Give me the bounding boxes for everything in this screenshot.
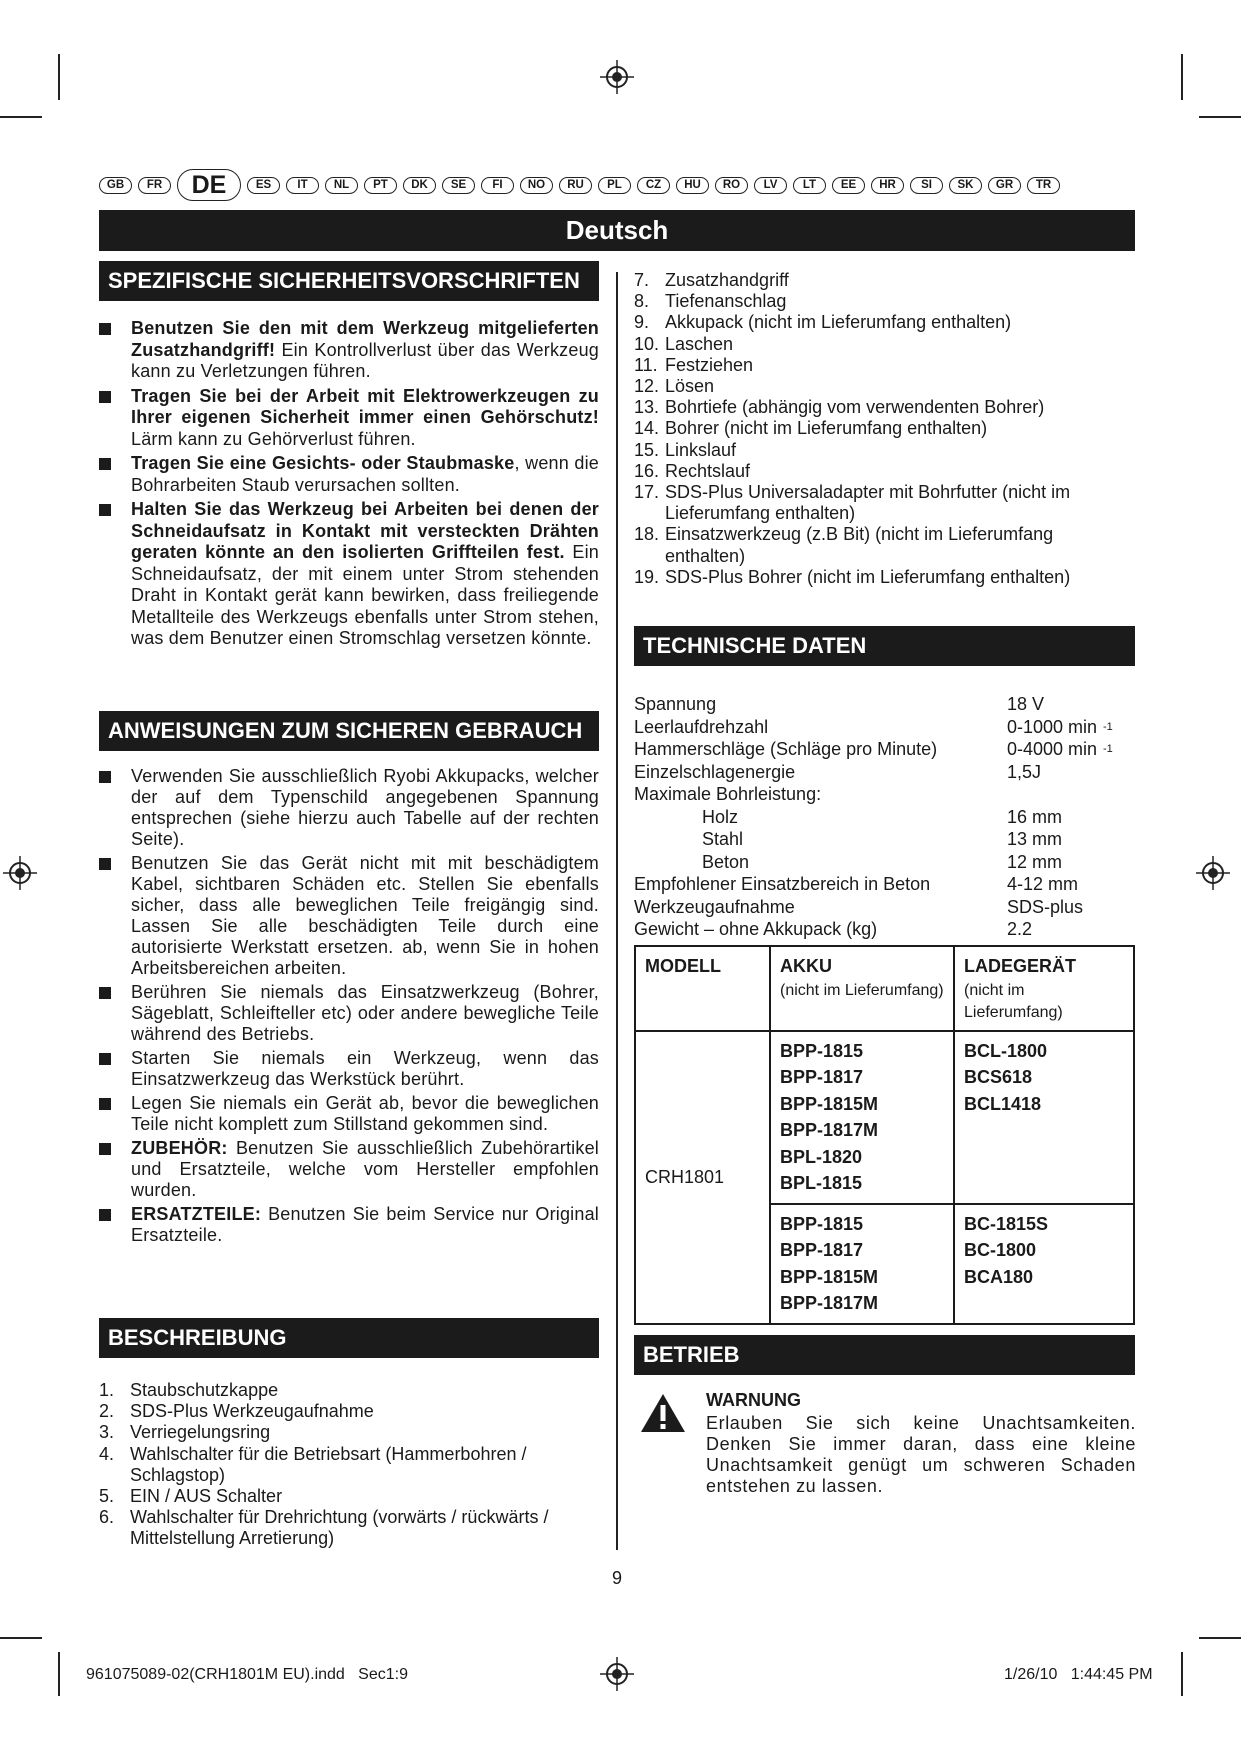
item-text: Bohrtiefe (abhängig vom verwendenten Bohrer) xyxy=(665,397,1045,418)
bullet-item xyxy=(99,766,599,850)
language-badge-si[interactable]: SI xyxy=(910,177,943,194)
item-number: 14. xyxy=(634,418,660,439)
bullet-item xyxy=(99,982,599,1045)
bullet-square-icon xyxy=(99,771,111,783)
description-heading: BESCHREIBUNG xyxy=(99,1318,599,1358)
language-badge-de[interactable]: DE xyxy=(177,169,241,201)
registration-mark-icon xyxy=(1196,856,1230,890)
part-number: BPP-1817 xyxy=(780,1240,864,1260)
description-item xyxy=(634,524,1134,566)
bullet-item xyxy=(99,1048,599,1090)
description-item xyxy=(634,567,1134,588)
col-ladegeraet-note: (nicht im Lieferumfang) xyxy=(964,981,1063,1021)
language-badge-lv[interactable]: LV xyxy=(754,177,787,194)
language-badge-dk[interactable]: DK xyxy=(403,177,436,194)
language-badge-lt[interactable]: LT xyxy=(793,177,826,194)
language-badge-fi[interactable]: FI xyxy=(481,177,514,194)
bullet-bold: Tragen Sie bei der Arbeit mit Elektrowerkzeugen zu Ihrer eigenen Sicherheit immer einen Gehörschutz! xyxy=(131,385,599,427)
description-list xyxy=(99,1380,589,1550)
tech-value: 1,5J xyxy=(1007,761,1042,782)
bullet-square-icon xyxy=(99,1053,111,1065)
betrieb-heading: BETRIEB xyxy=(634,1335,1135,1375)
language-badge-sk[interactable]: SK xyxy=(949,177,982,194)
item-text: Staubschutzkappe xyxy=(130,1380,279,1400)
description-item xyxy=(634,376,1134,397)
bullet-bold: ERSATZTEILE: xyxy=(131,1204,262,1224)
item-text: Laschen xyxy=(665,333,734,354)
description-item xyxy=(634,397,1134,418)
bullet-bold: ZUBEHÖR: xyxy=(131,1138,228,1158)
safety-heading: SPEZIFISCHE SICHERHEITSVORSCHRIFTEN xyxy=(99,261,599,301)
language-badge-gb[interactable]: GB xyxy=(99,177,132,194)
bullet-item xyxy=(99,386,599,451)
item-text: Wahlschalter für Drehrichtung (vorwärts / rückwärts / Mittelstellung Arretierung) xyxy=(130,1507,549,1549)
bullet-text: Legen Sie niemals ein Gerät ab, bevor die beweglichen Teile nicht komplett zum Stillstand gekommen sind. xyxy=(131,1093,599,1134)
language-badge-pt[interactable]: PT xyxy=(364,177,397,194)
item-number: 19. xyxy=(634,566,660,587)
description-item xyxy=(99,1507,589,1549)
akku-group-2 xyxy=(770,1204,954,1324)
tech-label: Stahl xyxy=(702,829,744,849)
item-number: 1. xyxy=(99,1380,115,1400)
tech-label: Einzelschlagenergie xyxy=(634,761,796,782)
bullet-square-icon xyxy=(99,323,111,335)
footer-file: 961075089-02(CRH1801M EU).indd Sec1:9 xyxy=(86,1666,408,1683)
bullet-text: , wenn die Bohrarbeiten Staub verursachen sollten. xyxy=(131,453,599,495)
ladegeraet-group-1 xyxy=(954,1031,1134,1204)
tech-label: Werkzeugaufnahme xyxy=(634,896,795,917)
item-text: Rechtslauf xyxy=(665,460,751,481)
part-number: BPP-1817 xyxy=(780,1067,864,1087)
description-item xyxy=(634,440,1134,461)
language-badge-tr[interactable]: TR xyxy=(1027,177,1060,194)
tech-value: 16 mm xyxy=(1007,806,1063,827)
language-badge-hr[interactable]: HR xyxy=(871,177,904,194)
safety-list xyxy=(99,318,599,653)
item-text: Einsatzwerkzeug (z.B Bit) (nicht im Lieferumfang enthalten) xyxy=(665,524,1054,566)
ladegeraet-group-2 xyxy=(954,1204,1134,1324)
warning-icon xyxy=(639,1392,687,1434)
tech-label: Hammerschläge (Schläge pro Minute) xyxy=(634,739,938,759)
model-name: CRH1801 xyxy=(645,1166,725,1187)
item-number: 13. xyxy=(634,397,660,418)
item-number: 15. xyxy=(634,439,660,460)
language-badge-it[interactable]: IT xyxy=(286,177,319,194)
bullet-square-icon xyxy=(99,1098,111,1110)
bullet-text: Starten Sie niemals ein Werkzeug, wenn das Einsatzwerkzeug das Werkstück berührt. xyxy=(131,1048,599,1089)
col-modell: MODELL xyxy=(645,956,721,976)
description-item xyxy=(634,270,1134,291)
bullet-item xyxy=(99,853,599,979)
item-number: 7. xyxy=(634,270,650,290)
bullet-text: Benutzen Sie ausschließlich Zubehörartikel und Ersatzteile, welche vom Hersteller empfohlen wurden. xyxy=(131,1138,599,1200)
item-text: Wahlschalter für die Betriebsart (Hammerbohren / Schlagstop) xyxy=(130,1443,527,1485)
item-number: 12. xyxy=(634,376,660,397)
bullet-item xyxy=(99,318,599,383)
tech-unit-exponent: -1 xyxy=(1103,743,1113,755)
item-text: Bohrer (nicht im Lieferumfang enthalten) xyxy=(665,418,988,439)
bullet-bold: Benutzen Sie den mit dem Werkzeug mitgelieferten Zusatzhandgriff! xyxy=(131,318,599,360)
part-number: BPP-1815 xyxy=(780,1213,864,1234)
registration-mark-icon xyxy=(600,60,634,94)
description-item xyxy=(634,312,1134,333)
part-number: BC-1800 xyxy=(964,1240,1037,1260)
tech-label: Leerlaufdrehzahl xyxy=(634,716,769,737)
tech-label: Beton xyxy=(702,851,750,872)
bullet-square-icon xyxy=(99,987,111,999)
part-number: BCL-1800 xyxy=(964,1040,1048,1061)
item-number: 5. xyxy=(99,1486,115,1507)
bullet-square-icon xyxy=(99,1209,111,1221)
tech-value: 0-4000 min xyxy=(1007,739,1098,759)
language-badge-gr[interactable]: GR xyxy=(988,177,1021,194)
item-text: Verriegelungsring xyxy=(130,1422,271,1443)
language-badge-pl[interactable]: PL xyxy=(598,177,631,194)
tech-unit-exponent: -1 xyxy=(1103,720,1113,733)
bullet-item xyxy=(99,1138,599,1201)
item-number: 17. xyxy=(634,482,660,503)
item-number: 3. xyxy=(99,1422,115,1443)
tech-value: 13 mm xyxy=(1007,829,1063,849)
description-item xyxy=(634,461,1134,482)
item-number: 4. xyxy=(99,1443,115,1464)
registration-mark-icon xyxy=(600,1657,634,1691)
item-text: Linkslauf xyxy=(665,439,737,460)
tech-heading: TECHNISCHE DATEN xyxy=(634,626,1135,666)
description-item xyxy=(99,1444,589,1486)
tech-value: 18 V xyxy=(1007,694,1045,714)
language-badge-ru[interactable]: RU xyxy=(559,177,592,194)
language-selector xyxy=(99,168,1135,202)
description-item xyxy=(634,418,1134,439)
bullet-text: Benutzen Sie das Gerät nicht mit mit beschädigtem Kabel, sichtbaren Schäden etc. Stellen Sie ebenfalls sicher, dass alle beweglichen Teile freigängig sind. Lassen Sie alle beschädigten Teile durch eine autorisierte Werkstatt ersetzen. ab, wenn Sie in hohen Arbeitsbereichen arbeiten. xyxy=(131,853,599,978)
item-text: SDS-Plus Universaladapter mit Bohrfutter (nicht im Lieferumfang enthalten) xyxy=(665,482,1071,524)
bullet-text: Benutzen Sie beim Service nur Original Ersatzteile. xyxy=(131,1204,599,1245)
item-number: 9. xyxy=(634,312,650,333)
item-number: 6. xyxy=(99,1507,115,1528)
language-badge-ro[interactable]: RO xyxy=(715,177,748,194)
part-number: BPP-1817M xyxy=(780,1120,879,1140)
tech-label: Holz xyxy=(702,806,739,827)
description-item xyxy=(99,1380,589,1401)
description-item xyxy=(99,1401,589,1422)
usage-heading: ANWEISUNGEN ZUM SICHEREN GEBRAUCH xyxy=(99,711,599,751)
bullet-square-icon xyxy=(99,858,111,870)
description-item xyxy=(634,355,1134,376)
description-item xyxy=(634,334,1134,355)
part-number: BPL-1815 xyxy=(780,1173,863,1193)
description-item xyxy=(634,482,1134,524)
bullet-item xyxy=(99,1204,599,1246)
item-text: SDS-Plus Werkzeugaufnahme xyxy=(130,1401,374,1422)
part-number: BCL1418 xyxy=(964,1093,1042,1114)
bullet-square-icon xyxy=(99,1143,111,1155)
part-number: BPP-1815M xyxy=(780,1266,879,1287)
bullet-bold: Halten Sie das Werkzeug bei Arbeiten bei denen der Schneidaufsatz in Kontakt mit versteckten Drähten geraten könnte an den isolierten Griffteilen fest. xyxy=(131,499,599,562)
part-number: BPP-1815M xyxy=(780,1093,879,1114)
bullet-text: Verwenden Sie ausschließlich Ryobi Akkupacks, welcher der auf dem Typenschild angegebenen Spannung entsprechen (siehe hierzu auch Tabelle auf der rechten Seite). xyxy=(131,766,599,849)
page-number: 9 xyxy=(611,1568,622,1588)
bullet-bold: Tragen Sie eine Gesichts- oder Staubmaske xyxy=(131,453,515,473)
language-badge-fr[interactable]: FR xyxy=(138,177,171,194)
language-badge-cz[interactable]: CZ xyxy=(637,177,670,194)
language-badge-es[interactable]: ES xyxy=(247,177,280,194)
language-badge-hu[interactable]: HU xyxy=(676,177,709,194)
description-item xyxy=(634,291,1134,312)
bullet-text: Berühren Sie niemals das Einsatzwerkzeug (Bohrer, Sägeblatt, Schleifteller etc) oder andere bewegliche Teile während des Betriebs. xyxy=(131,982,599,1044)
description-item xyxy=(99,1422,589,1443)
tech-label: Gewicht – ohne Akkupack (kg) xyxy=(634,919,878,939)
tech-value: SDS-plus xyxy=(1007,896,1084,917)
bullet-square-icon xyxy=(99,391,111,403)
bullet-square-icon xyxy=(99,504,111,516)
language-badge-ee[interactable]: EE xyxy=(832,177,865,194)
tech-label: Empfohlener Einsatzbereich in Beton xyxy=(634,874,931,894)
part-number: BCA180 xyxy=(964,1266,1034,1287)
col-akku-note: (nicht im Lieferumfang) xyxy=(780,981,944,999)
part-number: BC-1815S xyxy=(964,1213,1049,1234)
item-number: 11. xyxy=(634,354,658,375)
part-number: BCS618 xyxy=(964,1067,1033,1087)
tech-label: Spannung xyxy=(634,694,717,714)
bullet-item xyxy=(99,499,599,650)
item-text: Lösen xyxy=(665,376,715,397)
description-list-continued xyxy=(634,270,1134,588)
col-akku: AKKU xyxy=(780,956,832,976)
part-number: BPP-1815 xyxy=(780,1040,864,1061)
footer-date: 1/26/10 1:44:45 PM xyxy=(1004,1666,1153,1683)
item-number: 8. xyxy=(634,291,650,312)
model-table xyxy=(634,945,1135,1325)
tech-value: 4-12 mm xyxy=(1007,874,1079,894)
part-number: BPP-1817M xyxy=(780,1293,879,1313)
item-text: Zusatzhandgriff xyxy=(665,270,789,290)
item-text: SDS-Plus Bohrer (nicht im Lieferumfang enthalten) xyxy=(665,566,1071,587)
tech-value: 12 mm xyxy=(1007,851,1063,872)
description-item xyxy=(99,1486,589,1507)
warning-text: Erlauben Sie sich keine Unachtsamkeiten. Denken Sie immer daran, dass eine kleine Unachtsamkeit genügt um schweren Schaden entstehen zu lassen. xyxy=(706,1413,1136,1496)
akku-group-1 xyxy=(770,1031,954,1204)
item-number: 16. xyxy=(634,460,660,481)
language-badge-se[interactable]: SE xyxy=(442,177,475,194)
tech-value: 2.2 xyxy=(1007,919,1033,939)
item-text: Festziehen xyxy=(665,354,754,375)
page-title: Deutsch xyxy=(99,210,1135,251)
item-number: 2. xyxy=(99,1401,115,1422)
tech-label: Maximale Bohrleistung: xyxy=(634,784,822,804)
part-number: BPL-1820 xyxy=(780,1146,863,1167)
item-number: 18. xyxy=(634,524,660,545)
bullet-text: Lärm kann zu Gehörverlust führen. xyxy=(131,428,416,449)
registration-mark-icon xyxy=(3,856,37,890)
column-divider xyxy=(616,272,618,1550)
item-number: 10. xyxy=(634,333,660,354)
language-badge-no[interactable]: NO xyxy=(520,177,553,194)
bullet-item xyxy=(99,453,599,496)
col-ladegeraet: LADEGERÄT xyxy=(964,956,1076,976)
language-badge-nl[interactable]: NL xyxy=(325,177,358,194)
item-text: Tiefenanschlag xyxy=(665,291,787,312)
item-text: EIN / AUS Schalter xyxy=(130,1486,283,1507)
bullet-square-icon xyxy=(99,458,111,470)
usage-list xyxy=(99,766,599,1249)
tech-value: 0-1000 min xyxy=(1007,716,1098,737)
bullet-text: Ein Kontrollverlust über das Werkzeug kann zu Verletzungen führen. xyxy=(131,339,599,381)
warning-title: WARNUNG xyxy=(706,1390,801,1410)
item-text: Akkupack (nicht im Lieferumfang enthalten) xyxy=(665,312,1012,333)
bullet-text: Ein Schneidaufsatz, der mit einem unter Strom stehenden Draht in Kontakt gerät kann bewirken, dass freiliegende Metallteile des Werkzeugs ebenfalls unter Strom stehen, was dem Benutzer einen Stromschlag versetzen könnte. xyxy=(131,542,599,648)
bullet-item xyxy=(99,1093,599,1135)
